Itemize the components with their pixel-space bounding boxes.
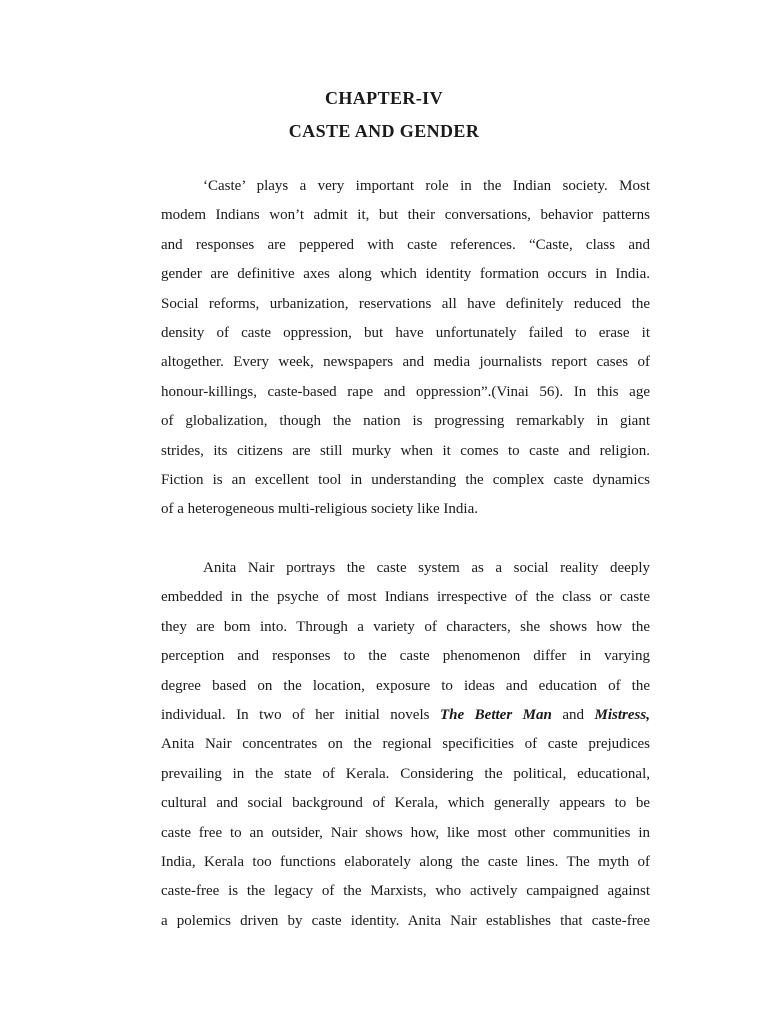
text-line: embedded in the psyche of most Indians irrespective of the class or caste xyxy=(161,589,650,606)
text-line: of globalization, though the nation is progressing remarkably in giant xyxy=(161,413,650,430)
text-line: altogether. Every week, newspapers and media journalists report cases of xyxy=(161,354,650,371)
text-line: ‘Caste’ plays a very important role in the Indian society. Most xyxy=(203,178,650,194)
text-line: of a heterogeneous multi-religious society like India. xyxy=(161,501,478,518)
text-line: strides, its citizens are still murky when it comes to caste and religion. xyxy=(161,442,650,459)
text-line: prevailing in the state of Kerala. Considering the political, educational, xyxy=(161,765,650,782)
text-line: perception and responses to the caste phenomenon differ in varying xyxy=(161,648,650,665)
text-line: modem Indians won’t admit it, but their conversations, behavior patterns xyxy=(161,207,650,224)
text-line-with-titles xyxy=(161,701,650,730)
novel-title-the-better-man: The Better Man xyxy=(439,706,552,723)
text-line: caste-free is the legacy of the Marxists, who actively campaigned against xyxy=(161,883,650,900)
text-run: and xyxy=(551,706,595,723)
text-line: degree based on the location, exposure to ideas and education of the xyxy=(161,677,650,694)
text-line: Anita Nair concentrates on the regional specificities of caste prejudices xyxy=(161,736,650,753)
text-line: caste free to an outsider, Nair shows how, like most other communities in xyxy=(161,824,650,841)
text-line: Fiction is an excellent tool in understanding the complex caste dynamics xyxy=(161,471,650,488)
chapter-title: CASTE AND GENDER xyxy=(288,121,480,141)
text-line: cultural and social background of Kerala, which generally appears to be xyxy=(161,795,650,812)
text-line: gender are definitive axes along which identity formation occurs in India. xyxy=(161,266,650,283)
text-line: density of caste oppression, but have unfortunately failed to erase it xyxy=(161,324,650,341)
paragraph-1 xyxy=(161,172,650,525)
text-line: and responses are peppered with caste references. “Caste, class and xyxy=(161,236,650,253)
text-line: they are bom into. Through a variety of characters, she shows how the xyxy=(161,618,650,635)
text-line: India, Kerala too functions elaborately along the caste lines. The myth of xyxy=(161,853,650,870)
chapter-number: CHAPTER-IV xyxy=(324,88,443,108)
text-line: honour-killings, caste-based rape and oppression”.(Vinai 56). In this age xyxy=(161,383,650,400)
novel-title-mistress: Mistress, xyxy=(594,706,650,723)
text-line: Anita Nair portrays the caste system as a social reality deeply xyxy=(203,560,650,576)
text-line: a polemics driven by caste identity. Anita Nair establishes that caste-free xyxy=(161,912,650,929)
paragraph-2 xyxy=(161,554,650,936)
text-run: individual. In two of her initial novels xyxy=(161,706,440,723)
text-line: Social reforms, urbanization, reservations all have definitely reduced the xyxy=(161,295,650,312)
